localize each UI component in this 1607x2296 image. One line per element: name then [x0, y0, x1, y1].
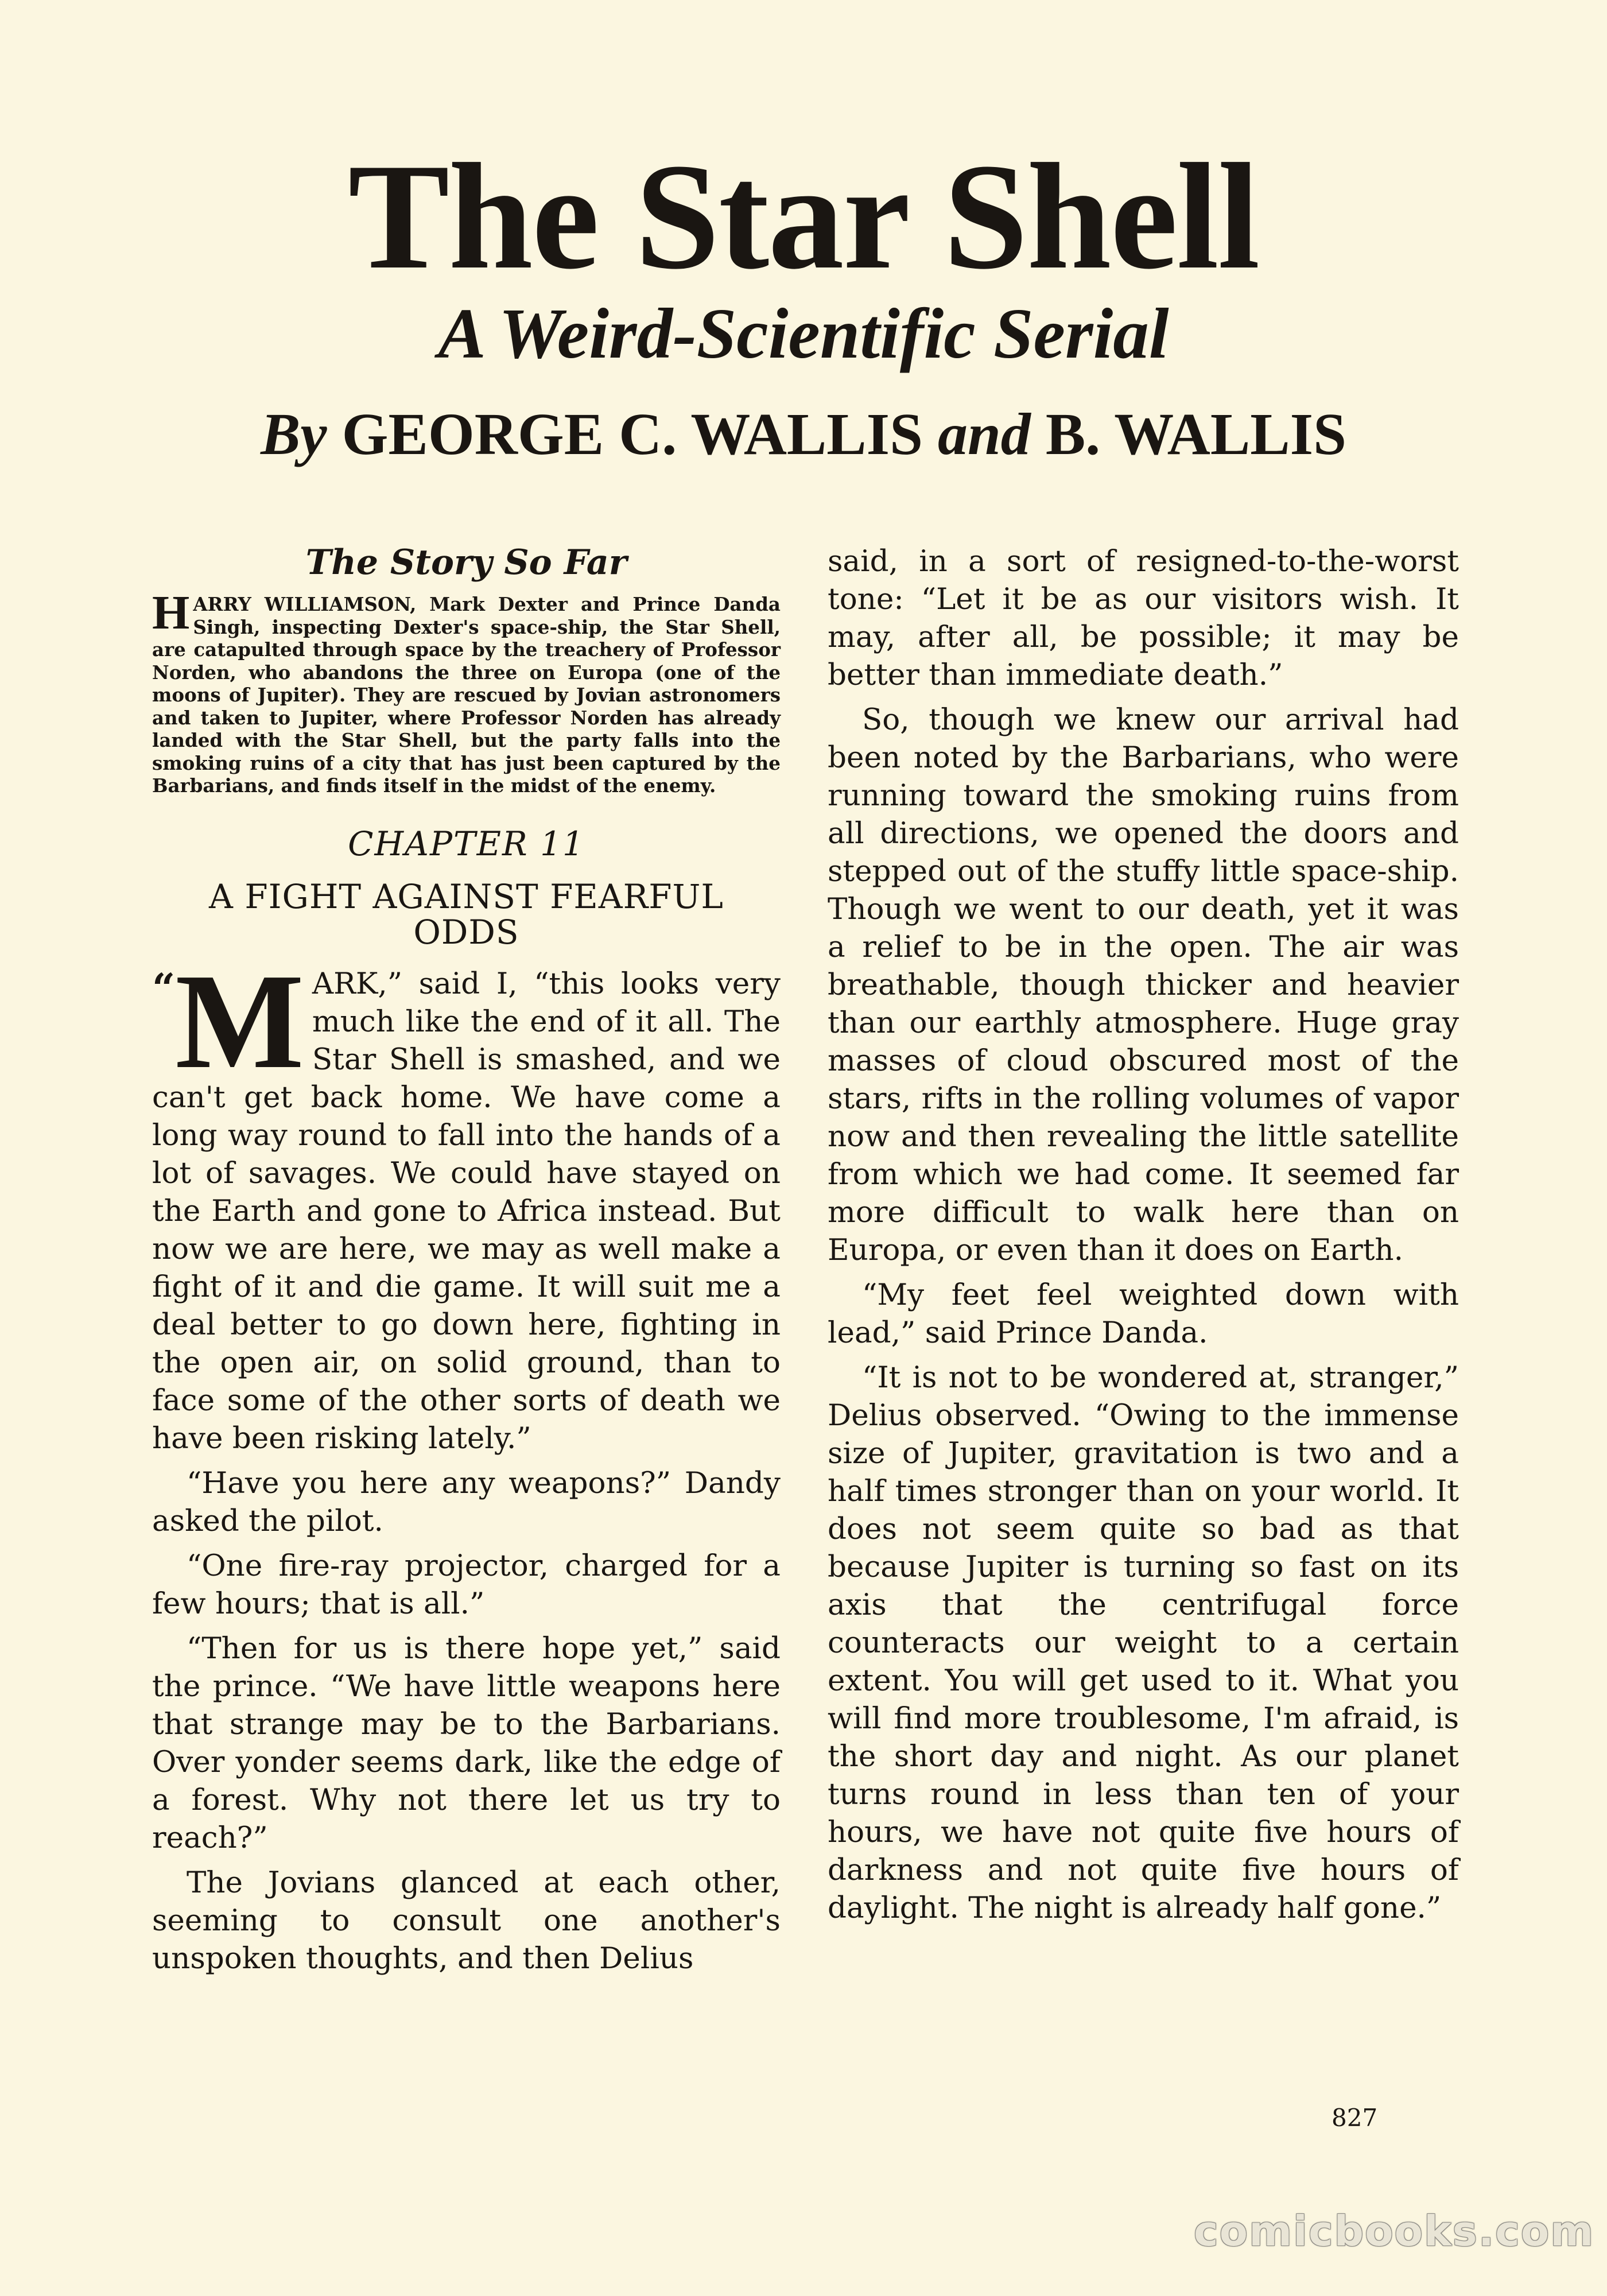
- byline: [0, 401, 1607, 467]
- watermark: comicbooks.com: [1194, 2207, 1595, 2255]
- chapter-number: CHAPTER 11: [348, 824, 585, 863]
- paragraph: “My feet feel weighted down with lead,” said Prince Danda.: [828, 1278, 1459, 1350]
- paragraph: “One fire-ray projector, charged for a few hours; that is all.”: [152, 1548, 781, 1621]
- paragraph: “Then for us is there hope yet,” said the prince. “We have little weapons here that strange may be to the Barbarians. Over yonder seems dark, like the edge of a forest. Why not there let us try to reach?”: [152, 1631, 781, 1855]
- synopsis: [152, 586, 781, 797]
- right-column: [828, 542, 1459, 1934]
- synopsis-smallcaps: ARRY WILLIAMSON,: [193, 593, 417, 615]
- opening-text: ” said I, “this looks very much like the end of it all. The Star Shell is smashed, and we can't get back home. We have come a long way round to fall into the hands of a lot of savages. We could have stayed on the Earth and gone to Africa instead. But now we are here, we may as well make a fight of it and die game. It will suit me a deal better to go down here, fighting in the open air, on solid ground, than to face some of the other sorts of death we have been risking lately.”: [152, 966, 781, 1456]
- story-title: The Star Shell: [348, 133, 1259, 301]
- paragraph: So, though we knew our arrival had been noted by the Barbarians, who were running toward the smoking ruins from all directions, we opened the doors and stepped out of the stuffy little space-ship. Though we went to our death, yet it was a relief to be in the open. The air was breathable, though thicker and heavier than our earthly atmosphere. Huge gray masses of cloud obscured most of the stars, rifts in the rolling volumes of vapor now and then revealing the little satellite from which we had come. It seemed far more difficult to walk here than on Europa, or even than it does on Earth.: [828, 703, 1459, 1267]
- byline-author-1: GEORGE C. WALLIS: [341, 401, 923, 467]
- opening-dropcap: M: [175, 945, 304, 1097]
- left-column: [152, 542, 781, 1984]
- byline-by: By: [261, 401, 327, 467]
- page-number: 827: [1332, 2104, 1378, 2132]
- synopsis-text: Mark Dexter and Prince Danda Singh, inspecting Dexter's space-ship, the Star Shell, are catapulted through space by the treachery of Professor Norden, who abandons the three on Europa (one of the moons of Jupiter). They are rescued by Jovian astronomers and taken to Jupiter, where Professor Norden has already landed with the Star Shell, but the party falls into the smoking ruins of a city that has just been captured by the Barbarians, and finds itself in the midst of the enemy.: [152, 593, 781, 797]
- paragraph: “It is not to be wondered at, stranger,” Delius observed. “Owing to the immense size of Jupiter, gravitation is two and a half times stronger than on your world. It does not seem quite so bad as that because Jupiter is turning so fast on its axis that the centrifugal force counteracts our weight to a certain extent. You will get used to it. What you will find more troublesome, I'm afraid, is the short day and night. As our planet turns round in less than ten of your hours, we have not quite five hours of darkness and not quite five hours of daylight. The night is already half gone.”: [828, 1360, 1459, 1925]
- opening-paragraph: [152, 945, 781, 1457]
- paragraph: “Have you here any weapons?” Dandy asked the pilot.: [152, 1465, 781, 1538]
- paragraph-continued: said, in a sort of resigned-to-the-worst tone: “Let it be as our visitors wish. It may, after all, be possible; it may be better than immediate death.”: [828, 544, 1459, 692]
- opening-quote: “: [152, 964, 176, 1012]
- opening-caps: ARK,: [312, 966, 387, 1001]
- byline-and: and: [937, 401, 1031, 467]
- story-subtitle: A Weird-Scientific Serial: [438, 294, 1169, 374]
- paragraph: The Jovians glanced at each other, seeming to consult one another's unspoken thoughts, and then Delius: [152, 1865, 781, 1976]
- chapter-title: A FIGHT AGAINST FEARFUL ODDS: [209, 876, 724, 952]
- byline-author-2: B. WALLIS: [1045, 401, 1346, 467]
- synopsis-dropcap: H: [152, 586, 190, 639]
- synopsis-heading: The Story So Far: [305, 542, 627, 583]
